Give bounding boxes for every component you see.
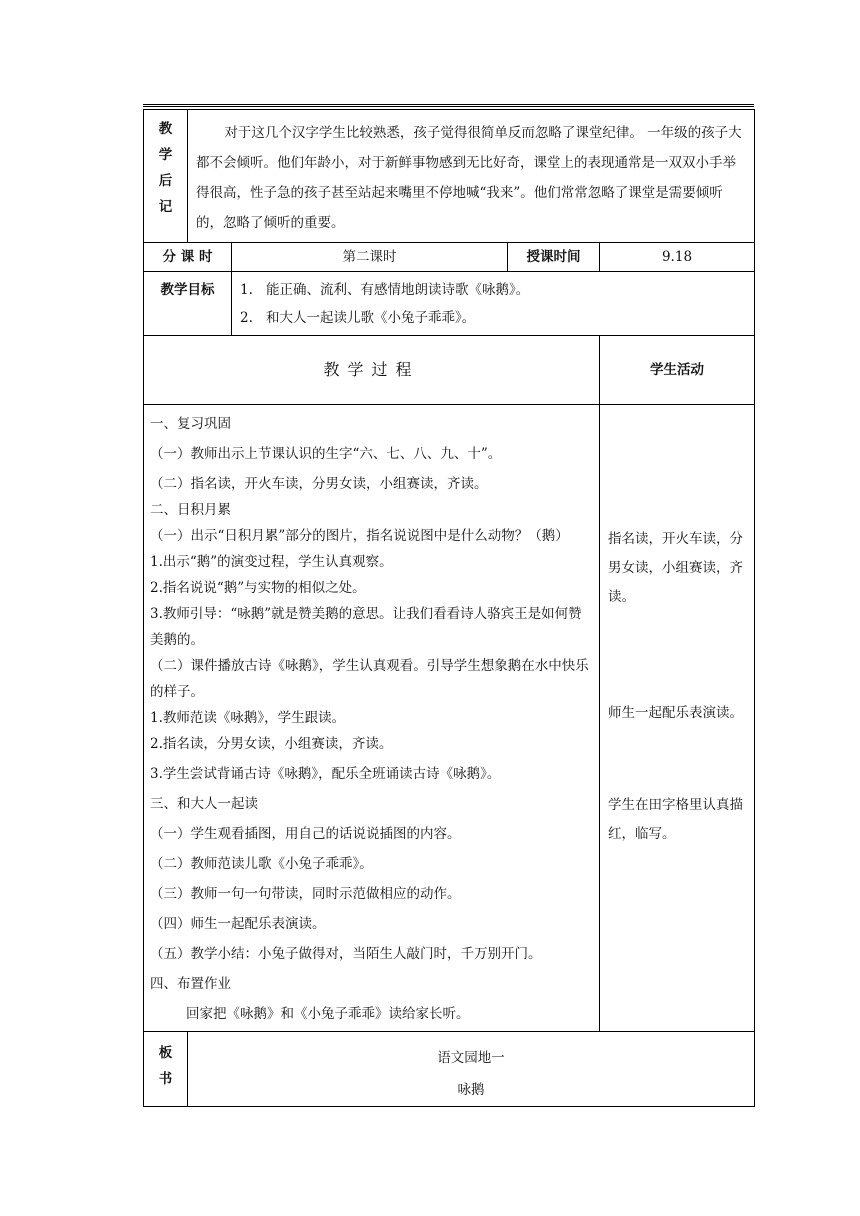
board-line: 语文园地一 (437, 1050, 505, 1066)
process-steps (144, 405, 600, 1032)
board-heading (144, 1032, 188, 1107)
process-line: （二）教师范读儿歌《小兔子乖乖》。 (150, 856, 373, 872)
reflection-heading-char: 教 (158, 121, 173, 137)
schedule-row (144, 243, 755, 272)
process-body-row (144, 405, 755, 1032)
lesson-plan-table (143, 109, 755, 1107)
process-line: （二）指名读，开火车读，分男女读，小组赛读，齐读。 (150, 476, 488, 492)
process-line: 3.学生尝试背诵古诗《咏鹅》，配乐全班诵读古诗《咏鹅》。 (150, 766, 501, 782)
reflection-heading-char: 记 (158, 199, 173, 215)
time-value: 9.18 (600, 243, 755, 272)
process-line: （四）师生一起配乐表演读。 (150, 916, 326, 932)
board-line: 咏鹅 (457, 1082, 485, 1098)
time-label: 授课时间 (508, 243, 600, 272)
process-heading: 教学过程 (144, 336, 600, 405)
board-heading-char: 板 (158, 1045, 173, 1061)
process-line: 1.教师范读《咏鹅》，学生跟读。 (150, 710, 346, 726)
process-line: 3.教师引导：“咏鹅”就是赞美鹅的意思。让我们看看诗人骆宾王是如何赞美鹅的。 (150, 606, 582, 648)
goals-list (232, 272, 755, 336)
period-label: 分 课 时 (144, 243, 232, 272)
student-activities (600, 405, 755, 1032)
goal-item (232, 276, 754, 304)
goal-text: 和大人一起读儿歌《小兔子乖乖》。 (266, 310, 476, 326)
process-line: 三、和大人一起读 (150, 796, 258, 812)
activity-text: 师生一起配乐表演读。 (608, 705, 743, 721)
activity-text: 指名读，开火车读，分男女读，小组赛读，齐读。 (608, 531, 743, 605)
goal-number: 2. (240, 310, 253, 326)
reflection-heading-char: 后 (158, 173, 173, 189)
process-line: （一）学生观看插图，用自己的话说说插图的内容。 (150, 826, 461, 842)
activity-heading: 学生活动 (600, 336, 755, 405)
goals-label: 教学目标 (144, 272, 232, 336)
process-line: 回家把《咏鹅》和《小兔子乖乖》读给家长听。 (186, 1006, 470, 1022)
goals-row (144, 272, 755, 336)
process-line: （一）教师出示上节课认识的生字“六、七、八、九、十”。 (150, 446, 502, 462)
board-content (188, 1032, 755, 1107)
reflection-text: 对于这几个汉字学生比较熟悉，孩子觉得很简单反而忽略了课堂纪律。 一年级的孩子大都不会倾听。他们年龄小，对于新鲜事物感到无比好奇，课堂上的表现通常是一双双小手举得很高，性子急的孩子甚至站起来嘴里不停地喊“我来”。他们常常忽略了课堂是需要倾听的，忽略了倾听的重要。 (188, 110, 755, 243)
process-line: （一）出示“日积月累”部分的图片，指名说说图中是什么动物？（鹅） (150, 528, 569, 544)
reflection-row (144, 110, 755, 243)
board-row (144, 1032, 755, 1107)
goal-item (232, 304, 754, 332)
period-value: 第二课时 (232, 243, 508, 272)
goal-number: 1. (240, 282, 253, 298)
process-line: 2.指名说说“鹅”与实物的相似之处。 (150, 580, 366, 596)
process-line: 2.指名读，分男女读，小组赛读，齐读。 (150, 736, 393, 752)
reflection-heading-char: 学 (158, 147, 173, 163)
board-heading-char: 书 (158, 1071, 173, 1087)
activity-text: 学生在田字格里认真描红，临写。 (608, 797, 743, 842)
process-line: （三）教师一句一句带读，同时示范做相应的动作。 (150, 886, 461, 902)
process-line: （二）课件播放古诗《咏鹅》，学生认真观看。引导学生想象鹅在水中快乐的样子。 (150, 658, 589, 700)
reflection-heading (144, 110, 188, 243)
process-line: 二、日积月累 (150, 502, 231, 518)
goal-text: 能正确、流利、有感情地朗读诗歌《咏鹅》。 (266, 282, 530, 298)
process-heading-row (144, 336, 755, 405)
process-line: （五）教学小结：小兔子做得对，当陌生人敲门时，千万别开门。 (150, 946, 542, 962)
process-line: 1.出示“鹅”的演变过程，学生认真观察。 (150, 554, 393, 570)
process-line: 四、布置作业 (150, 976, 231, 992)
process-line: 一、复习巩固 (150, 416, 231, 432)
top-rule (143, 104, 754, 107)
